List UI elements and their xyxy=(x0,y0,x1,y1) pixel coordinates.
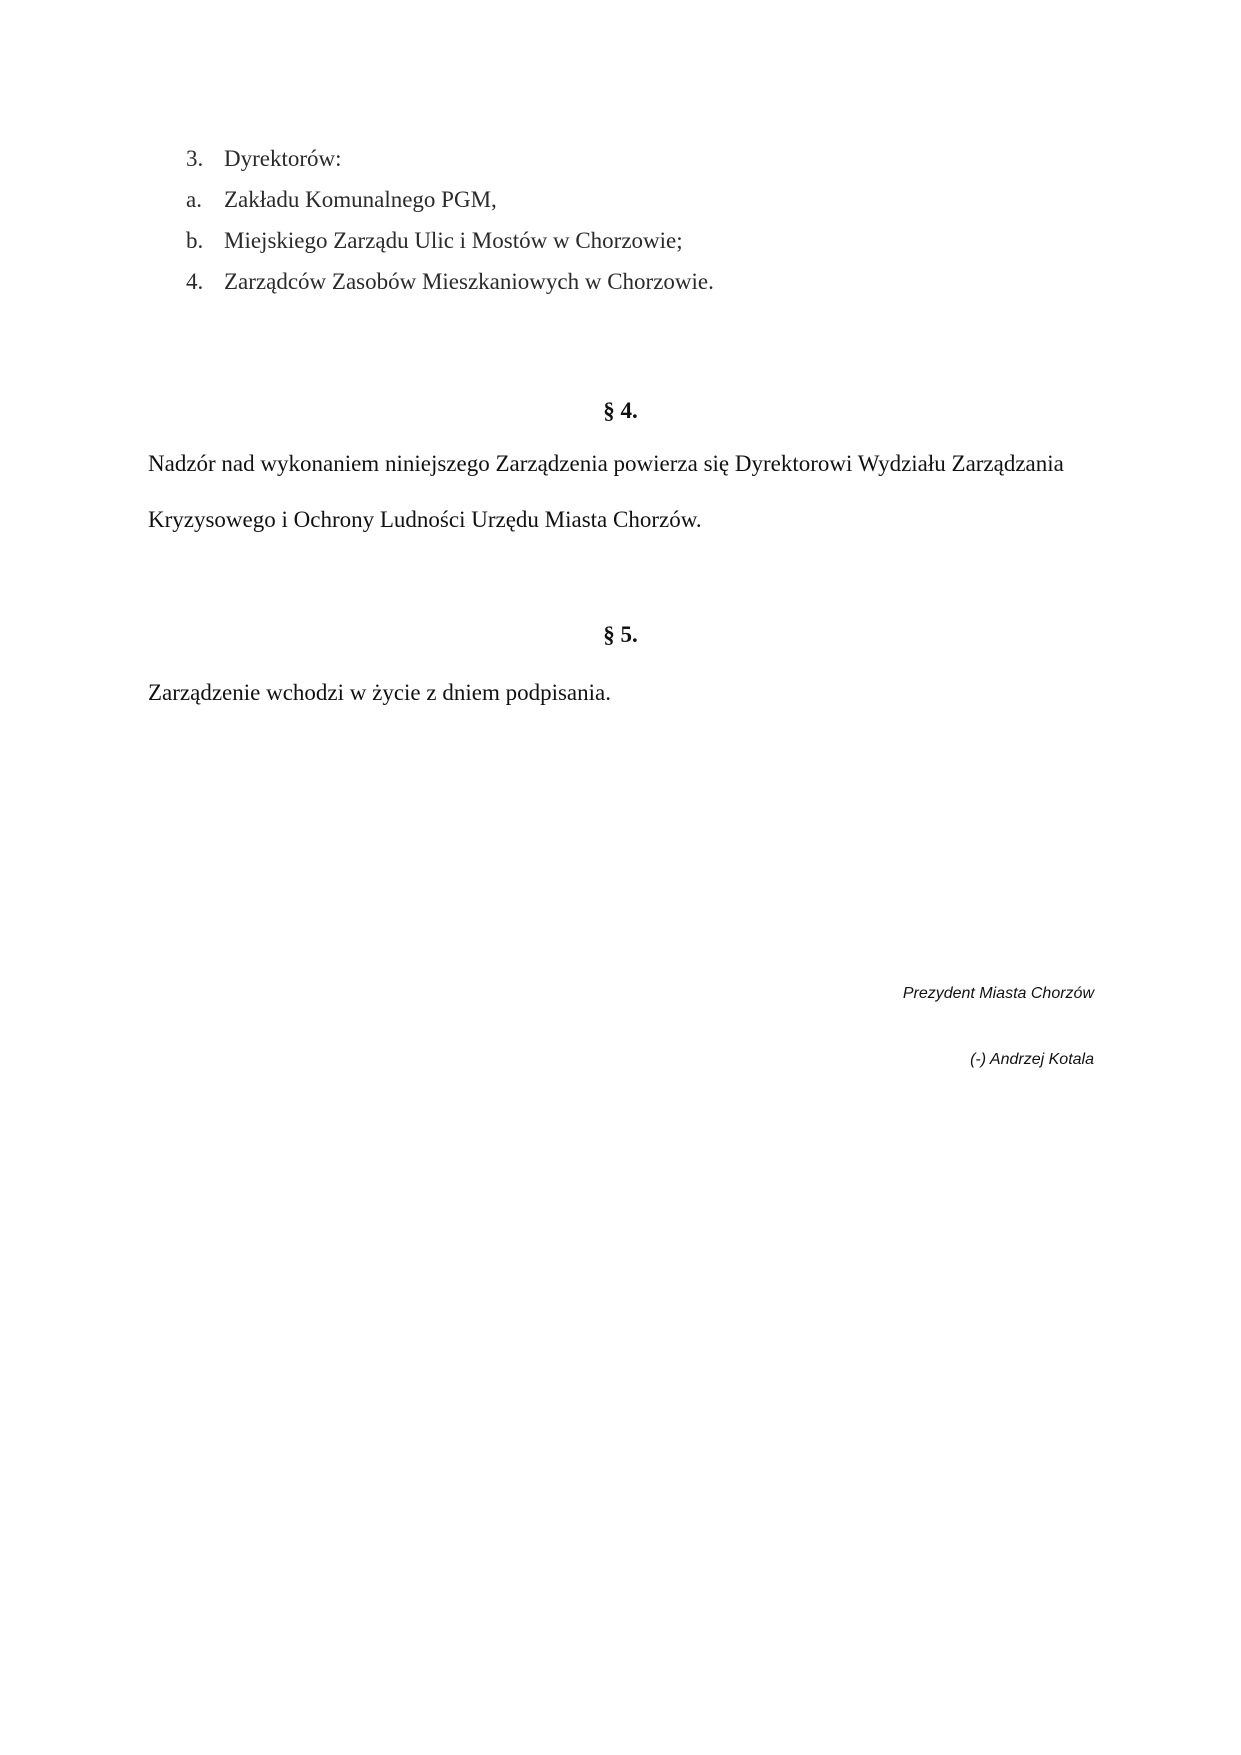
list-item-text: Miejskiego Zarządu Ulic i Mostów w Chorzowie; xyxy=(224,228,683,253)
list-marker: a. xyxy=(186,187,202,212)
list-item xyxy=(186,145,714,186)
list-item xyxy=(186,268,714,309)
signature-title: Prezydent Miasta Chorzów xyxy=(902,985,1094,1002)
list-marker: 3. xyxy=(186,146,204,171)
list-item-text: Dyrektorów: xyxy=(224,146,342,171)
section-5-text: Zarządzenie wchodzi w życie z dniem podpisania. xyxy=(148,680,611,705)
section-4-heading: § 4. xyxy=(603,398,638,423)
list-marker: b. xyxy=(186,228,204,253)
list-item-text: Zarządców Zasobów Mieszkaniowych w Chorzowie. xyxy=(224,269,714,294)
list-marker: 4. xyxy=(186,269,204,294)
signature-name: (-) Andrzej Kotala xyxy=(970,1051,1094,1068)
list-item-text: Zakładu Komunalnego PGM, xyxy=(224,187,497,212)
list-item xyxy=(186,227,714,268)
section-5-heading: § 5. xyxy=(603,622,638,647)
section-4-text: Nadzór nad wykonaniem niniejszego Zarządzenia powierza się Dyrektorowi Wydziału Zarządzania Kryzysowego i Ochrony Ludności Urzędu Miasta Chorzów. xyxy=(148,451,1064,532)
recipient-list xyxy=(186,145,714,309)
list-item xyxy=(186,186,714,227)
